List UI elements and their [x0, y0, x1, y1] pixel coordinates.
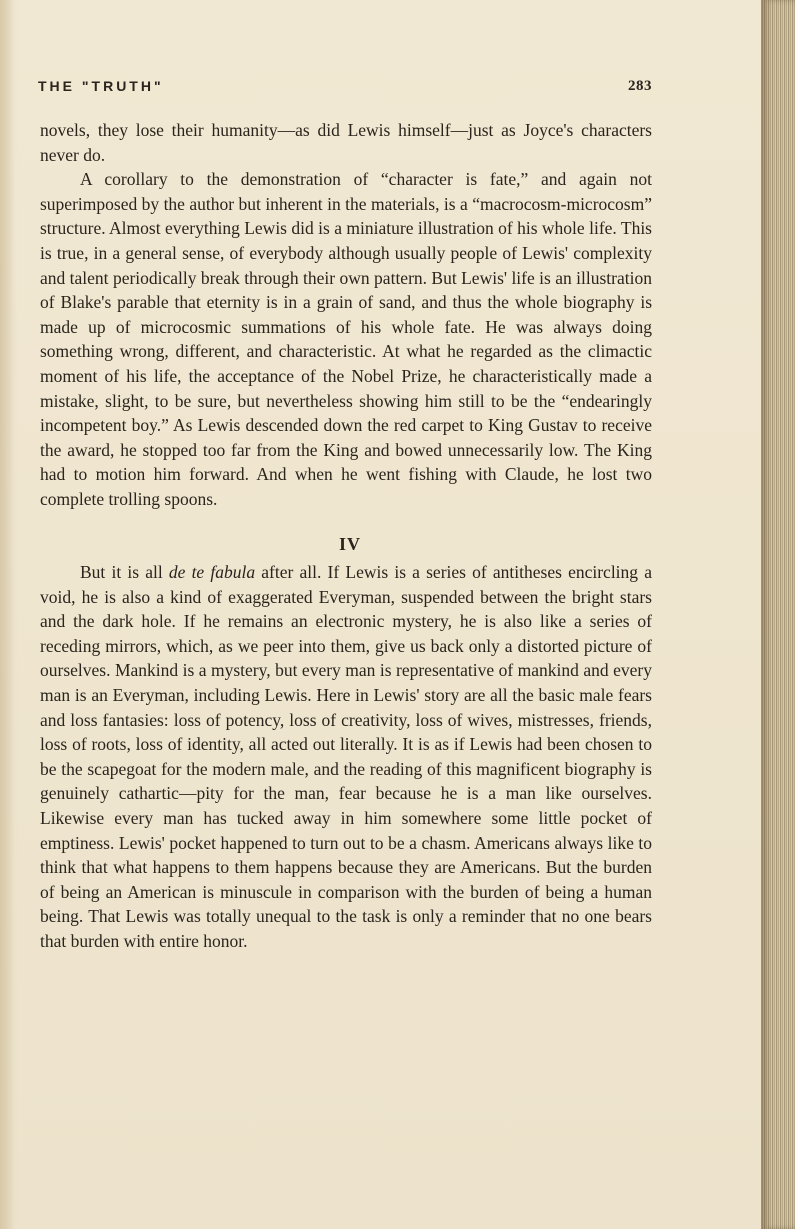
running-head-title: THE "TRUTH": [38, 78, 164, 94]
running-head: [38, 78, 652, 100]
binding-shadow: [0, 0, 14, 1229]
paragraph-de-te-fabula: [40, 560, 652, 954]
page-number: 283: [628, 78, 652, 94]
paragraph-continuation: novels, they lose their humanity—as did Lewis himself—just as Joyce's characters never do.: [40, 120, 652, 165]
paragraph-lead-text: But it is all: [80, 562, 169, 583]
paragraph-corollary: A corollary to the demonstration of “character is fate,” and again not superimposed by the author but inherent in the materials, is a “macrocosm-microcosm” structure. Almost everything Lewis did is a miniature illustration of his whole life. This is true, in a general sense, of everybody although usually people of Lewis' complexity and talent periodically break through their own pattern. But Lewis' life is an illustration of Blake's parable that eternity is in a grain of sand, and thus the whole biography is made up of microcosmic summations of his whole fate. He was always doing something wrong, different, and characteristic. At what he regarded as the climactic moment of his life, the acceptance of the Nobel Prize, he characteristically made a mistake, slight, to be sure, but nevertheless showing him still to be the “endearingly incompetent boy.” As Lewis descended down the red carpet to King Gustav to receive the award, he stopped too far from the King and bowed unnecessarily low. The King had to motion him forward. And when he went fishing with Claude, he lost two complete trolling spoons.: [40, 169, 652, 509]
body-text: [40, 118, 652, 954]
section-heading-iv: IV: [338, 533, 361, 554]
page-edge-stack: [761, 0, 795, 1229]
latin-phrase: de te fabula: [168, 562, 256, 583]
paragraph-rest-text: after all. If Lewis is a series of antitheses encircling a void, he is also a kind of exaggerated Everyman, suspended between the bright stars and the dark hole. If he remains an electronic mystery, he is also like a series of receding mirrors, which, as we peer into them, give us back only a distorted picture of ourselves. Mankind is a mystery, but every man is representative of mankind and every man is an Everyman, including Lewis. Here in Lewis' story are all the basic male fears and loss fantasies: loss of potency, loss of creativity, loss of wives, mistresses, friends, loss of roots, loss of identity, all acted out literally. It is as if Lewis had been chosen to be the scapegoat for the modern male, and the reading of this magnificent biography is genuinely cathartic—pity for the man, fear because he is a man like ourselves. Likewise every man has tucked away in him somewhere some little pocket of emptiness. Lewis' pocket happened to turn out to be a chasm. Americans always like to think that what happens to them happens because they are Americans. But the burden of being an American is minuscule in comparison with the burden of being a human being. That Lewis was totally unequal to the task is only a reminder that no one bears that burden with entire honor.: [40, 562, 652, 951]
